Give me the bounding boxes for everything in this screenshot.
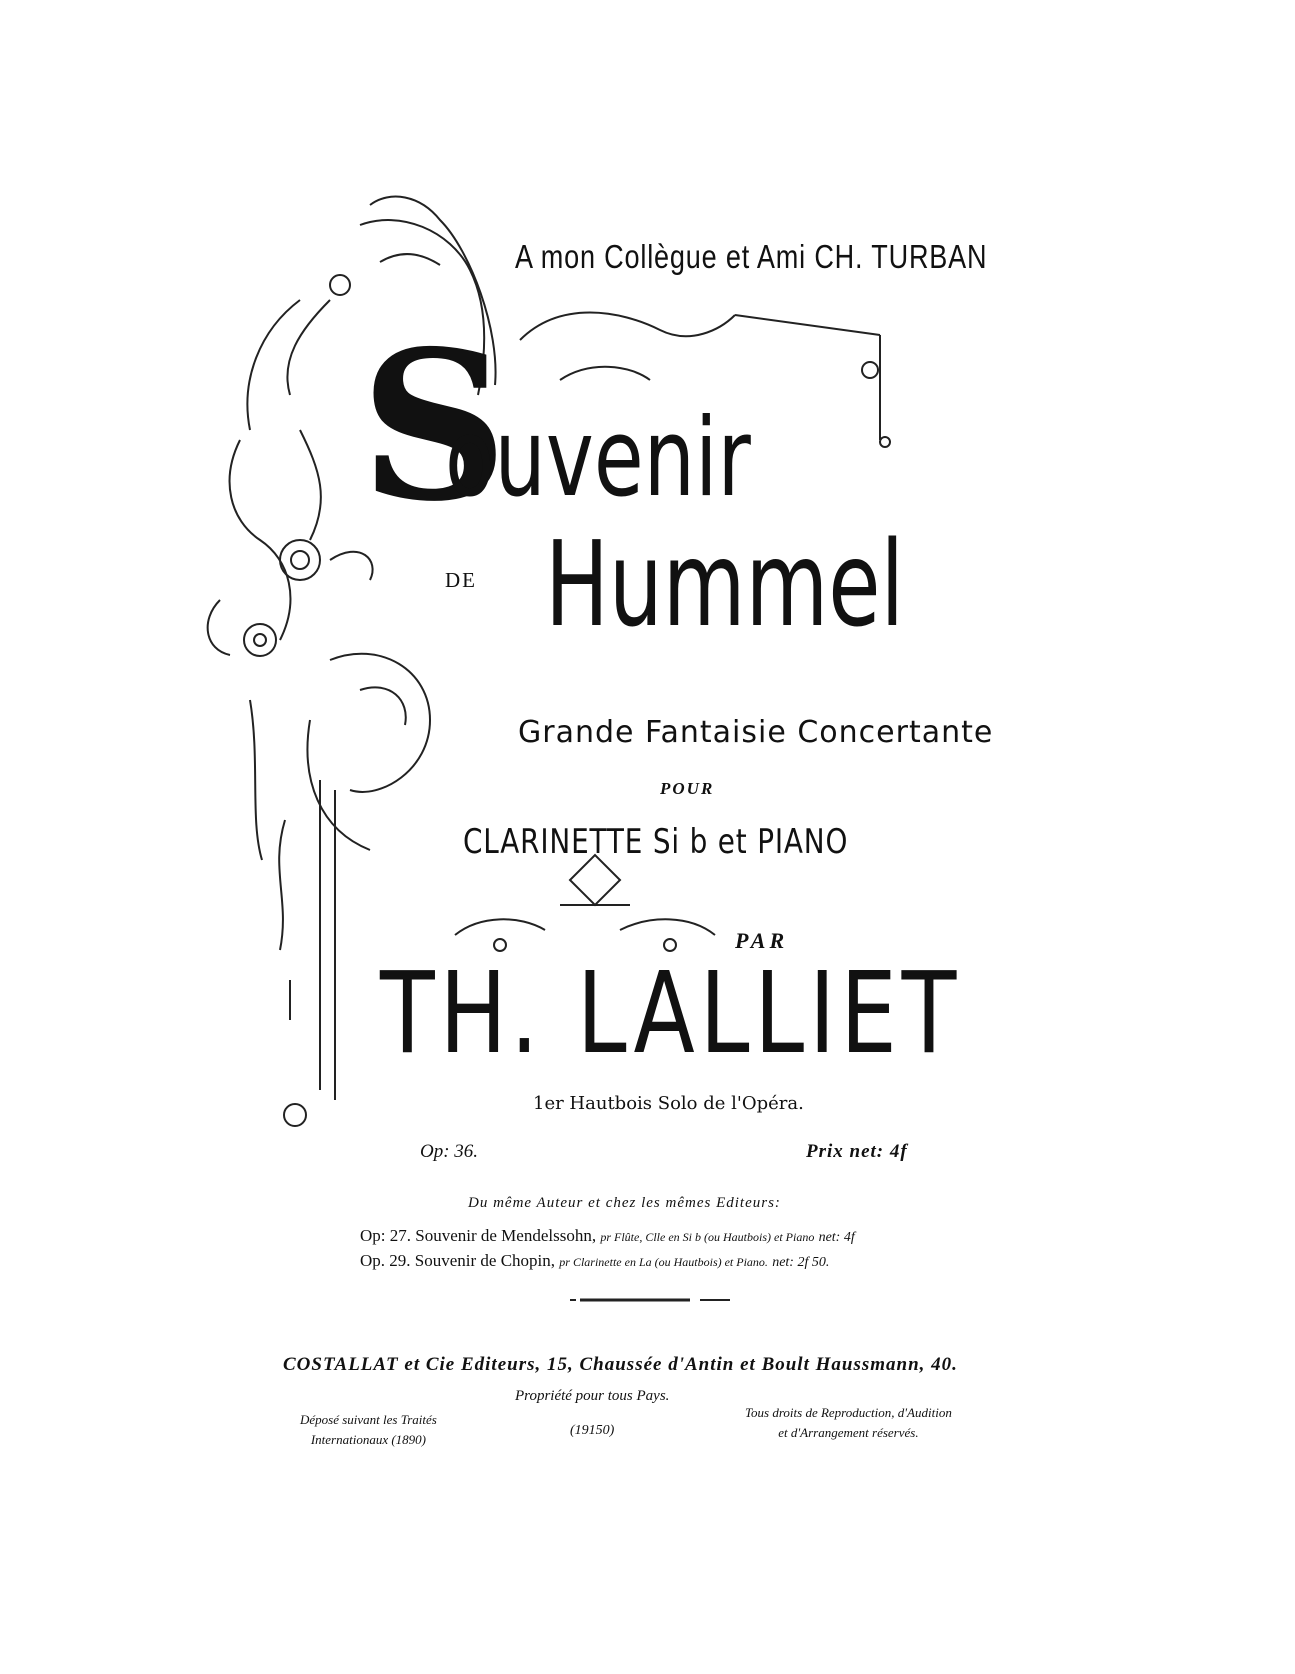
work-item: [360, 1251, 829, 1271]
work-title: Souvenir de Mendelssohn,: [415, 1226, 597, 1245]
instrumentation: CLARINETTE Si b et PIANO: [463, 822, 849, 862]
work-price: net: 2f 50.: [772, 1255, 830, 1270]
title-name: Hummel: [545, 515, 905, 653]
legal-notice-right: [745, 1403, 952, 1443]
work-title: Souvenir de Chopin,: [414, 1251, 556, 1270]
legal-line: Tous droits de Reproduction, d'Audition: [745, 1405, 952, 1420]
title-main: ouvenir: [445, 396, 751, 521]
composer-name: TH. LALLIET: [380, 949, 962, 1079]
property-notice: Propriété pour tous Pays.: [515, 1388, 670, 1404]
dedication: A mon Collègue et Ami CH. TURBAN: [515, 238, 988, 275]
work-opus: Op: 27.: [360, 1226, 411, 1245]
opus-number: Op: 36.: [420, 1141, 479, 1162]
legal-line: Internationaux (1890): [310, 1432, 427, 1447]
title-initial: S: [360, 307, 509, 547]
work-instruments: pr Clarinette en La (ou Hautbois) et Piano.: [559, 1255, 768, 1269]
composer-role: 1er Hautbois Solo de l'Opéra.: [533, 1093, 804, 1114]
plate-number: (19150): [570, 1423, 615, 1438]
legal-notice-left: [300, 1410, 437, 1450]
par-label: PAR: [735, 928, 789, 953]
subtitle: Grande Fantaisie Concertante: [518, 715, 994, 750]
legal-line: et d'Arrangement réservés.: [778, 1425, 919, 1440]
work-instruments: pr Flûte, Clle en Si b (ou Hautbois) et Piano: [600, 1230, 815, 1244]
pour-label: POUR: [660, 779, 715, 798]
price: Prix net: 4f: [806, 1141, 908, 1162]
work-price: net: 4f: [818, 1230, 855, 1245]
legal-line: Déposé suivant les Traités: [300, 1412, 437, 1427]
work-item: [360, 1226, 855, 1246]
work-opus: Op. 29.: [360, 1251, 411, 1270]
same-author-heading: Du même Auteur et chez les mêmes Editeurs:: [468, 1195, 781, 1211]
title-de: DE: [445, 568, 477, 592]
publisher: COSTALLAT et Cie Editeurs, 15, Chaussée d'Antin et Boult Haussmann, 40.: [283, 1354, 958, 1375]
